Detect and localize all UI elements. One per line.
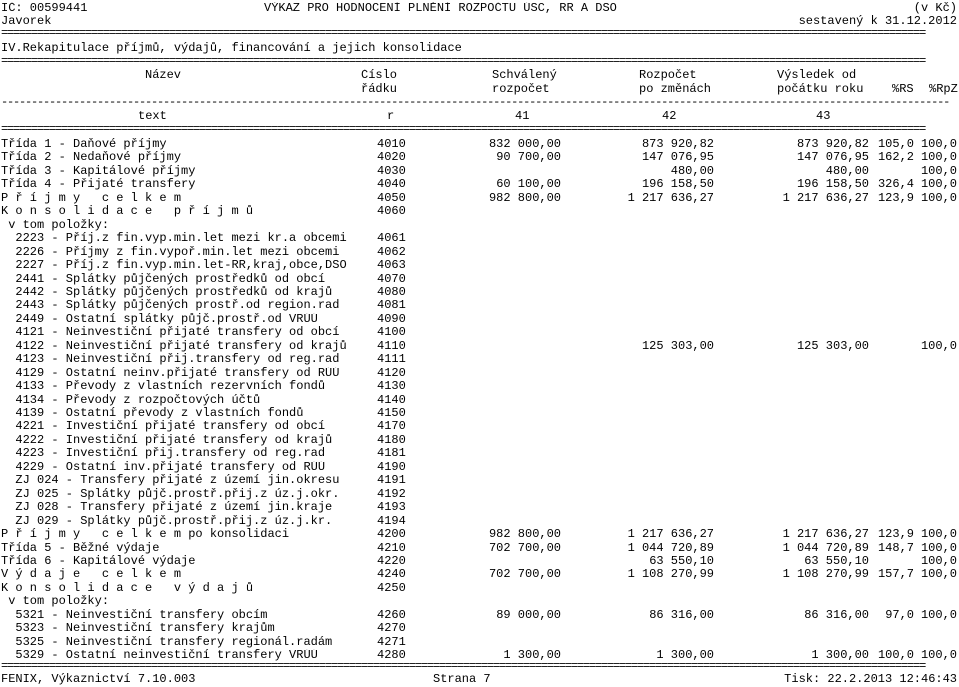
- row-name: 4122 - Neinvestiční přijaté transfery od krajů: [1, 339, 347, 353]
- row-pct-rs: 157,7: [877, 568, 914, 582]
- row-adjusted-budget: 873 920,82: [641, 138, 714, 151]
- col-rs-header: %RS: [892, 83, 914, 96]
- row-name: P ř í j m y c e l k e m po konsolidaci: [1, 528, 290, 541]
- row-adjusted-budget: 63 550,10: [649, 555, 714, 568]
- table-row: [1, 232, 959, 245]
- row-number: 4063: [377, 259, 406, 273]
- table-row: [1, 434, 959, 447]
- row-name: 2227 - Příj.z fin.vyp.min.let-RR,kraj,obce,DSO: [1, 259, 347, 273]
- row-number: 4100: [377, 326, 406, 340]
- row-name: K o n s o l i d a c e v ý d a j ů: [1, 581, 254, 595]
- column-code-row: [1, 110, 959, 123]
- table-row: [1, 353, 959, 366]
- table-row: [1, 582, 959, 595]
- row-name: Třída 5 - Běžné výdaje: [1, 541, 160, 555]
- row-name: Třída 6 - Kapitálové výdaje: [1, 555, 196, 568]
- row-pct-rpz: 100,0: [920, 339, 957, 353]
- col-budget-header-2: po změnách: [639, 83, 712, 96]
- report-date: sestavený k 31.12.2012: [798, 15, 957, 28]
- col-approved-header-2: rozpočet: [492, 83, 550, 96]
- table-row: [1, 286, 959, 299]
- row-pct-rs: 123,9: [877, 528, 914, 541]
- row-number: 4270: [377, 622, 406, 636]
- table-row: [1, 380, 959, 393]
- row-approved-budget: 1 300,00: [503, 649, 561, 663]
- row-name: 5321 - Neinvestiční transfery obcím: [1, 608, 268, 622]
- table-row: [1, 178, 959, 191]
- row-number: 4190: [377, 460, 406, 474]
- code-text: text: [138, 110, 167, 123]
- table-row: [1, 609, 959, 622]
- row-pct-rpz: 100,0: [920, 608, 957, 622]
- row-name: 2441 - Splátky půjčených prostředků od obcí: [1, 272, 326, 286]
- row-name: 2443 - Splátky půjčených prostř.od region.rad: [1, 299, 340, 313]
- row-number: 4050: [377, 191, 406, 205]
- ico-label: IČ: 00599441: [1, 2, 88, 15]
- row-result: 1 217 636,27: [782, 191, 869, 205]
- row-pct-rs: 162,2: [877, 151, 914, 165]
- table-row: [1, 555, 959, 568]
- row-result: 63 550,10: [804, 555, 869, 568]
- column-header-row-1: [1, 69, 959, 82]
- code-r: r: [387, 110, 395, 123]
- table-row: [1, 394, 959, 407]
- row-pct-rpz: 100,0: [920, 555, 957, 568]
- double-rule: ==========================================================================================================================================================: [1, 55, 926, 68]
- row-name: 2442 - Splátky půjčených prostředků od krajů: [1, 285, 333, 299]
- row-approved-budget: 982 800,00: [488, 528, 561, 541]
- row-approved-budget: 832 000,00: [488, 138, 561, 151]
- row-pct-rpz: 100,0: [920, 528, 957, 541]
- row-result: 1 300,00: [811, 649, 869, 663]
- row-name: Třída 4 - Přijaté transfery: [1, 178, 196, 192]
- row-pct-rpz: 100,0: [920, 541, 957, 555]
- row-number: 4070: [377, 272, 406, 286]
- row-pct-rpz: 100,0: [920, 191, 957, 205]
- row-number: 4250: [377, 581, 406, 595]
- row-number: 4210: [377, 541, 406, 555]
- row-adjusted-budget: 1 300,00: [656, 649, 714, 663]
- row-number: 4181: [377, 447, 406, 461]
- row-name: v tom položky:: [1, 218, 110, 232]
- row-number: 4220: [377, 555, 406, 568]
- row-name: 5323 - Neinvestiční transfery krajům: [1, 622, 275, 636]
- row-adjusted-budget: 480,00: [670, 164, 714, 178]
- row-name: ZJ 028 - Transfery přijaté z území jin.kraje: [1, 501, 333, 515]
- table-row: [1, 636, 959, 649]
- table-row: [1, 205, 959, 218]
- table-row: [1, 622, 959, 635]
- table-row: [1, 488, 959, 501]
- row-name: ZJ 025 - Splátky půjč.prostř.přij.z úz.j.okr.: [1, 487, 340, 501]
- row-name: 4223 - Investiční přij.transfery od reg.rad: [1, 447, 326, 461]
- row-result: 1 217 636,27: [782, 528, 869, 541]
- row-adjusted-budget: 1 044 720,89: [627, 541, 714, 555]
- double-rule: ==========================================================================================================================================================: [1, 660, 926, 673]
- row-number: 4111: [377, 353, 406, 367]
- row-pct-rpz: 100,0: [920, 164, 957, 178]
- row-name: 2226 - Příjmy z fin.vypoř.min.let mezi obcemi: [1, 245, 340, 259]
- table-row: [1, 273, 959, 286]
- double-rule: ==========================================================================================================================================================: [1, 27, 926, 40]
- row-adjusted-budget: 125 303,00: [641, 339, 714, 353]
- row-name: ZJ 029 - Splátky půjč.prostř.přij.z úz.j.kr.: [1, 514, 333, 528]
- row-name: P ř í j m y c e l k e m: [1, 191, 182, 205]
- table-row: [1, 165, 959, 178]
- section-title-text: IV.Rekapitulace příjmů, výdajů, financování a jejich konsolidace: [1, 42, 462, 55]
- row-number: 4110: [377, 339, 406, 353]
- col-result-header-2: počátku roku: [777, 83, 864, 96]
- row-name: Třída 1 - Daňové příjmy: [1, 138, 167, 151]
- row-number: 4192: [377, 487, 406, 501]
- col-num-header-2: řádku: [361, 83, 398, 96]
- row-number: 4090: [377, 312, 406, 326]
- row-pct-rs: 100,0: [877, 649, 914, 663]
- double-rule: ==========================================================================================================================================================: [1, 123, 926, 136]
- table-row: [1, 474, 959, 487]
- row-name: 2449 - Ostatní splátky půjč.prostř.od VRÚÚ: [1, 312, 318, 326]
- row-name: K o n s o l i d a c e p ř í j m ů: [1, 205, 254, 219]
- report-title: VÝKAZ PRO HODNOCENÍ PLNĚNÍ ROZPOČTU ÚSC, RR A DSO: [264, 2, 617, 15]
- row-name: V ý d a j e c e l k e m: [1, 568, 182, 582]
- row-number: 4080: [377, 285, 406, 299]
- row-name: 4129 - Ostatní neinv.přijaté transfery od RÚÚ: [1, 366, 340, 380]
- table-row: [1, 542, 959, 555]
- row-pct-rpz: 100,0: [920, 138, 957, 151]
- row-pct-rs: 105,0: [877, 138, 914, 151]
- table-row: [1, 313, 959, 326]
- row-approved-budget: 702 700,00: [488, 541, 561, 555]
- table-row: [1, 219, 959, 232]
- row-number: 4280: [377, 649, 406, 663]
- table-row: [1, 501, 959, 514]
- table-row: [1, 299, 959, 312]
- row-number: 4030: [377, 164, 406, 178]
- row-pct-rs: 326,4: [877, 178, 914, 192]
- table-row: [1, 528, 959, 541]
- column-header-row-2: [1, 83, 959, 96]
- row-result: 196 158,50: [796, 178, 869, 192]
- table-row: [1, 246, 959, 259]
- row-adjusted-budget: 86 316,00: [649, 608, 714, 622]
- row-number: 4020: [377, 151, 406, 165]
- table-row: [1, 138, 959, 151]
- row-name: v tom položky:: [1, 595, 110, 609]
- page-number: Strana 7: [433, 673, 491, 686]
- col-num-header: Číslo: [361, 69, 398, 82]
- table-row: [1, 407, 959, 420]
- row-result: 86 316,00: [804, 608, 869, 622]
- row-result: 480,00: [825, 164, 869, 178]
- row-name: 4222 - Investiční přijaté transfery od krajů: [1, 433, 333, 447]
- table-row: [1, 340, 959, 353]
- software-version: FENIX, Výkaznictví 7.10.003: [1, 673, 196, 686]
- organization-name: Javorek: [1, 15, 52, 28]
- row-number: 4260: [377, 608, 406, 622]
- row-adjusted-budget: 196 158,50: [641, 178, 714, 192]
- row-result: 1 108 270,99: [782, 568, 869, 582]
- row-number: 4180: [377, 433, 406, 447]
- col-result-header: Výsledek od: [777, 69, 857, 82]
- table-row: [1, 420, 959, 433]
- row-adjusted-budget: 1 217 636,27: [627, 191, 714, 205]
- row-name: 4139 - Ostatní převody z vlastních fondů: [1, 407, 304, 420]
- row-approved-budget: 702 700,00: [488, 568, 561, 582]
- row-approved-budget: 90 700,00: [496, 151, 561, 165]
- code-42: 42: [662, 110, 677, 123]
- table-row: [1, 151, 959, 164]
- row-number: 4150: [377, 407, 406, 420]
- row-name: 4123 - Neinvestiční přij.transfery od reg.rad: [1, 353, 340, 367]
- section-title: [1, 42, 959, 55]
- row-result: 1 044 720,89: [782, 541, 869, 555]
- row-approved-budget: 60 100,00: [496, 178, 561, 192]
- col-approved-header: Schválený: [492, 69, 557, 82]
- table-row: [1, 515, 959, 528]
- row-name: 5329 - Ostatní neinvestiční transfery VRÚÚ: [1, 649, 318, 663]
- row-approved-budget: 982 800,00: [488, 191, 561, 205]
- row-number: 4061: [377, 232, 406, 246]
- row-pct-rpz: 100,0: [920, 568, 957, 582]
- row-adjusted-budget: 1 217 636,27: [627, 528, 714, 541]
- row-pct-rpz: 100,0: [920, 151, 957, 165]
- row-number: 4130: [377, 380, 406, 394]
- row-number: 4271: [377, 635, 406, 649]
- row-name: 4229 - Ostatní inv.přijaté transfery od RÚÚ: [1, 460, 326, 474]
- col-name-header: Název: [145, 69, 182, 82]
- row-number: 4200: [377, 528, 406, 541]
- row-number: 4193: [377, 501, 406, 515]
- row-adjusted-budget: 147 076,95: [641, 151, 714, 165]
- row-number: 4081: [377, 299, 406, 313]
- row-result: 147 076,95: [796, 151, 869, 165]
- row-number: 4191: [377, 474, 406, 488]
- row-number: 4194: [377, 514, 406, 528]
- row-name: ZJ 024 - Transfery přijaté z území jin.okresu: [1, 474, 340, 488]
- row-approved-budget: 89 000,00: [496, 608, 561, 622]
- row-number: 4140: [377, 393, 406, 407]
- table-row: [1, 192, 959, 205]
- row-result: 125 303,00: [796, 339, 869, 353]
- row-pct-rpz: 100,0: [920, 178, 957, 192]
- code-41: 41: [515, 110, 530, 123]
- row-number: 4040: [377, 178, 406, 192]
- row-name: 4133 - Převody z vlastních rezervních fondů: [1, 380, 326, 394]
- print-timestamp: Tisk: 22.2.2013 12:46:43: [784, 673, 957, 686]
- single-rule: --------------------------------------------------------------------------------------------------------------------------------------------------------------: [1, 96, 950, 109]
- row-name: 4121 - Neinvestiční přijaté transfery od obcí: [1, 326, 340, 340]
- table-row: [1, 447, 959, 460]
- row-pct-rs: 97,0: [885, 608, 914, 622]
- row-name: Třída 3 - Kapitálové příjmy: [1, 164, 196, 178]
- table-row: [1, 568, 959, 581]
- row-pct-rpz: 100,0: [920, 649, 957, 663]
- row-number: 4120: [377, 366, 406, 380]
- currency-unit: (v Kč): [913, 2, 957, 15]
- table-row: [1, 326, 959, 339]
- row-number: 4170: [377, 420, 406, 434]
- table-row: [1, 367, 959, 380]
- row-result: 873 920,82: [796, 138, 869, 151]
- table-row: [1, 595, 959, 608]
- row-adjusted-budget: 1 108 270,99: [627, 568, 714, 582]
- row-number: 4062: [377, 245, 406, 259]
- row-number: 4010: [377, 138, 406, 151]
- table-row: [1, 461, 959, 474]
- row-name: 4221 - Investiční přijaté transfery od obcí: [1, 420, 326, 434]
- col-rpz-header: %RpZ: [929, 83, 958, 96]
- row-name: Třída 2 - Nedaňové příjmy: [1, 151, 182, 165]
- row-number: 4240: [377, 568, 406, 582]
- row-number: 4060: [377, 205, 406, 219]
- footer: [1, 673, 959, 686]
- table-row: [1, 259, 959, 272]
- header-line-1: [1, 2, 959, 15]
- row-name: 4134 - Převody z rozpočtových účtů: [1, 393, 261, 407]
- row-name: 5325 - Neinvestiční transfery regionál.radám: [1, 635, 333, 649]
- col-budget-header: Rozpočet: [639, 69, 697, 82]
- row-name: 2223 - Příj.z fin.vyp.min.let mezi kr.a obcemi: [1, 232, 347, 246]
- code-43: 43: [816, 110, 831, 123]
- row-pct-rs: 148,7: [877, 541, 914, 555]
- row-pct-rs: 123,9: [877, 191, 914, 205]
